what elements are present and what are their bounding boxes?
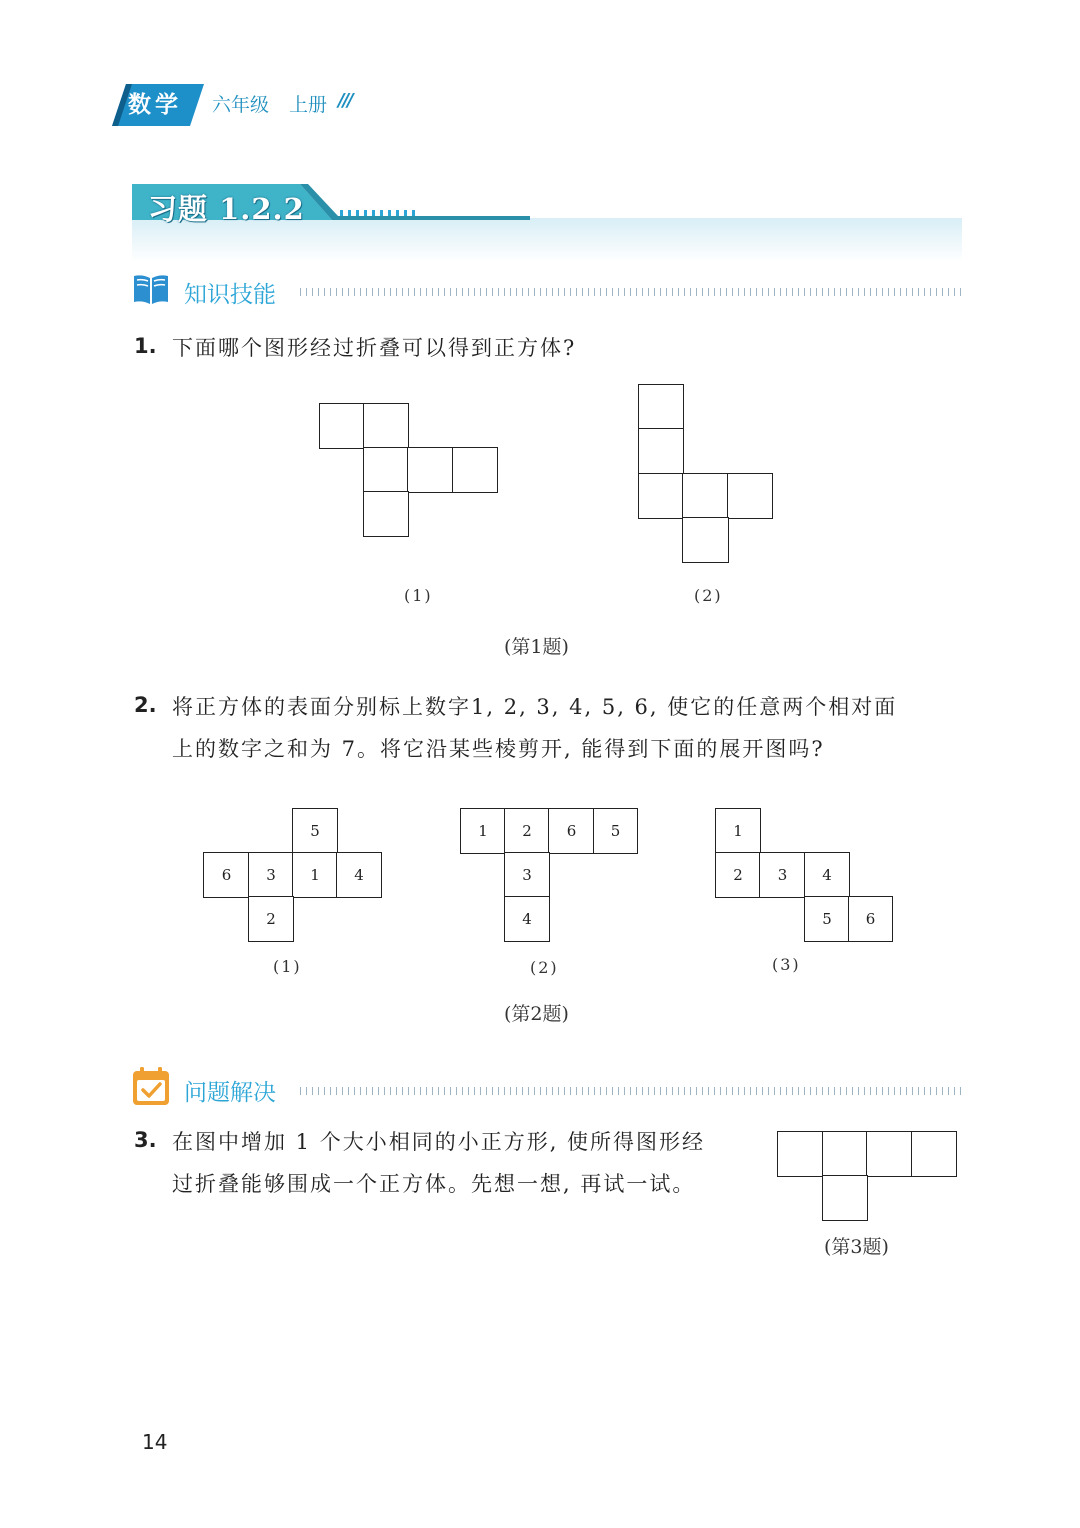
section-title-problem-solving: 问题解决 — [184, 1080, 276, 1106]
section-title-skills: 知识技能 — [184, 282, 276, 308]
net-cell: 2 — [715, 852, 761, 898]
section-divider — [300, 1087, 962, 1095]
net-cell: 1 — [715, 808, 761, 854]
net-cell: 2 — [248, 896, 294, 942]
net-cell: 6 — [203, 852, 250, 898]
net-cell — [407, 447, 454, 493]
net-cell — [822, 1131, 868, 1177]
net-cell — [682, 473, 729, 519]
volume-label: 上册 — [289, 94, 328, 116]
subject-label: 数学 — [128, 92, 182, 118]
net-cell: 3 — [759, 852, 806, 898]
question-text: 下面哪个图形经过折叠可以得到正方体? — [172, 336, 577, 360]
question-number: 2. — [134, 693, 157, 717]
net-cell: 4 — [804, 852, 850, 898]
net-cell — [727, 473, 773, 519]
net-cell: 1 — [292, 852, 338, 898]
section-divider — [300, 288, 962, 296]
grade-label: 六年级 — [212, 94, 270, 116]
net-cell — [638, 428, 684, 475]
net-cell — [911, 1131, 957, 1177]
question-number: 1. — [134, 334, 157, 358]
net-cell: 1 — [460, 808, 506, 854]
net-cell — [866, 1131, 913, 1177]
net-cell: 3 — [504, 852, 550, 898]
figure-caption: (第3题) — [824, 1236, 889, 1258]
net-cell: 5 — [593, 808, 638, 854]
calendar-check-icon — [132, 1066, 170, 1106]
figure-caption: (第1题) — [504, 636, 569, 658]
net-cell — [777, 1131, 824, 1177]
net-cell — [452, 447, 498, 493]
figure-label: (2) — [530, 958, 559, 977]
net-cell: 6 — [548, 808, 595, 854]
question-text-line1: 在图中增加 1 个大小相同的小正方形, 使所得图形经 — [172, 1130, 706, 1154]
page-number: 14 — [142, 1430, 168, 1454]
net-cell — [638, 384, 684, 430]
net-cell: 4 — [336, 852, 382, 898]
open-book-icon — [132, 272, 170, 306]
figure-caption: (第2题) — [504, 1003, 569, 1025]
net-cell: 5 — [804, 896, 850, 942]
figure-label: (1) — [404, 586, 433, 605]
figure-label: (1) — [273, 957, 302, 976]
net-cell — [363, 491, 409, 537]
figure-label: (3) — [772, 955, 801, 974]
net-cell — [319, 403, 365, 449]
net-cell: 4 — [504, 896, 550, 942]
exercise-title: 习题 1.2.2 — [148, 192, 305, 226]
question-text-line1: 将正方体的表面分别标上数字1, 2, 3, 4, 5, 6, 使它的任意两个相对面 — [172, 695, 898, 719]
header-slashes: /// — [338, 90, 352, 111]
net-cell — [363, 403, 409, 449]
net-cell — [682, 517, 729, 563]
net-cell — [822, 1175, 868, 1221]
question-number: 3. — [134, 1128, 157, 1152]
net-cell: 6 — [848, 896, 893, 942]
question-text-line2: 过折叠能够围成一个正方体。先想一想, 再试一试。 — [172, 1172, 696, 1196]
net-cell: 2 — [504, 808, 550, 854]
question-text-line2: 上的数字之和为 7。将它沿某些棱剪开, 能得到下面的展开图吗? — [172, 737, 825, 761]
net-cell — [638, 473, 684, 519]
net-cell — [363, 447, 409, 493]
figure-label: (2) — [694, 586, 723, 605]
net-cell: 3 — [248, 852, 294, 898]
net-cell: 5 — [292, 808, 338, 854]
